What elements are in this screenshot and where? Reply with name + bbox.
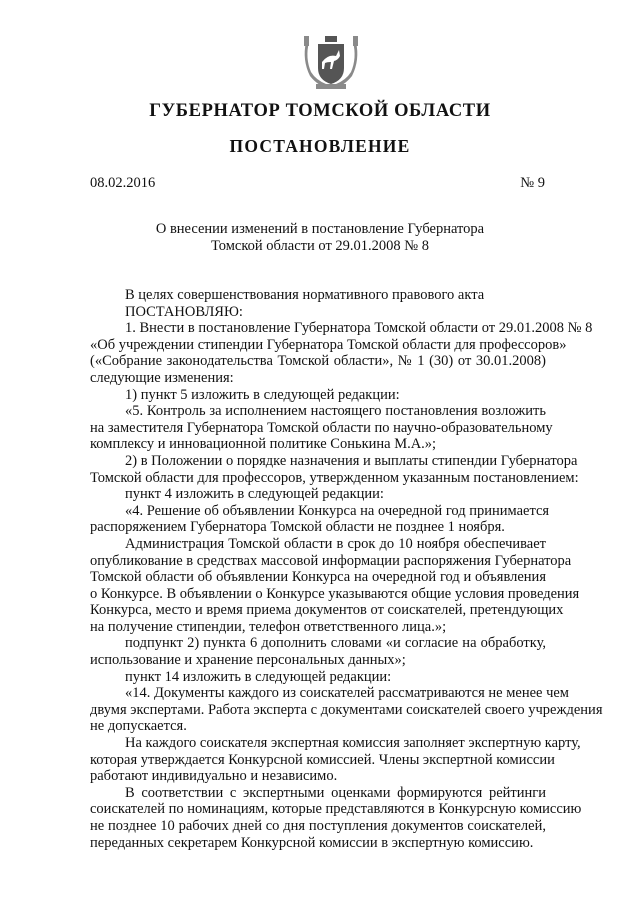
document-body <box>90 287 603 851</box>
paragraph-line: «5. Контроль за исполнением настоящего постановления возложить <box>125 403 546 420</box>
coat-of-arms-icon <box>300 28 362 92</box>
title-line: О внесении изменений в постановление Губернатора <box>155 221 485 237</box>
paragraph-line: подпункт 2) пункта 6 дополнить словами «и согласие на обработку, <box>125 635 546 652</box>
document-date: 08.02.2016 <box>90 175 156 191</box>
paragraph-line: пункт 14 изложить в следующей редакции: <box>125 668 392 685</box>
paragraph-line: «14. Документы каждого из соискателей рассматриваются не менее чем <box>125 685 569 702</box>
paragraph-line: которая утверждается Конкурсной комиссией. Члены экспертной комиссии <box>90 751 555 768</box>
paragraph-line: опубликование в средствах массовой информации распоряжения Губернатора <box>90 552 572 569</box>
paragraph-line: Томской области об объявлении Конкурса на очередной год и объявления <box>90 569 546 586</box>
paragraph-line: В целях совершенствования нормативного правового акта <box>125 287 485 303</box>
paragraph <box>90 535 580 636</box>
paragraph-line: не позднее 10 рабочих дней со дня поступления документов соискателей, <box>90 818 546 834</box>
paragraph-line: использование и хранение персональных данных»; <box>90 652 406 669</box>
paragraph <box>90 304 546 321</box>
paragraph-line: 1. Внести в постановление Губернатора Томской области от 29.01.2008 № 8 <box>125 320 593 337</box>
paragraph <box>90 685 603 735</box>
paragraph-line: на получение стипендии, телефон ответственного лица.»; <box>90 618 447 635</box>
paragraph <box>90 403 553 453</box>
paragraph-line: Администрация Томской области в срок до 10 ноября обеспечивает <box>125 535 546 552</box>
document-type-heading: ПОСТАНОВЛЕНИЕ <box>229 136 411 156</box>
paragraph <box>90 784 582 851</box>
paragraph <box>90 486 546 503</box>
paragraph <box>90 502 550 536</box>
paragraph-line: о Конкурсе. В объявлении о Конкурсе указываются общие условия проведения <box>90 585 580 602</box>
paragraph-line: двумя экспертами. Работа эксперта с документами соискателей своего учреждения <box>90 701 603 718</box>
paragraph-line: следующие изменения: <box>90 369 234 386</box>
paragraph <box>90 320 593 386</box>
paragraph-line: Конкурса, место и время приема документов от соискателей, претендующих <box>90 602 564 619</box>
paragraph-line: На каждого соискателя экспертная комиссия заполняет экспертную карту, <box>125 735 581 752</box>
paragraph <box>90 669 546 686</box>
paragraph <box>90 452 579 486</box>
paragraph-line: ПОСТАНОВЛЯЮ: <box>125 303 243 320</box>
paragraph <box>90 287 546 304</box>
document-number: № 9 <box>520 175 545 191</box>
paragraph-line: переданных секретарем Конкурсной комиссии в экспертную комиссию. <box>90 834 534 851</box>
paragraph-line: «Об учреждении стипендии Губернатора Томской области для профессоров» <box>90 336 567 353</box>
paragraph-line: не допускается. <box>90 718 187 735</box>
paragraph <box>90 387 546 404</box>
paragraph <box>90 635 546 668</box>
paragraph-line: («Собрание законодательства Томской области», № 1 (30) от 30.01.2008) <box>90 353 546 370</box>
paragraph-line: Томской области для профессоров, утвержденном указанным постановлением: <box>90 469 579 486</box>
document-title <box>0 221 640 255</box>
paragraph-line: 2) в Положении о порядке назначения и выплаты стипендии Губернатора <box>125 452 578 469</box>
paragraph-line: соискателей по номинациям, которые представляются в Конкурсную комиссию <box>90 801 582 818</box>
title-line: Томской области от 29.01.2008 № 8 <box>211 238 429 254</box>
paragraph-line: «4. Решение об объявлении Конкурса на очередной год принимается <box>125 502 550 519</box>
paragraph-line: пункт 4 изложить в следующей редакции: <box>125 486 384 503</box>
paragraph-line: В соответствии с экспертными оценками формируются рейтинги <box>125 784 546 801</box>
authority-heading: ГУБЕРНАТОР ТОМСКОЙ ОБЛАСТИ <box>149 101 491 121</box>
paragraph-line: на заместителя Губернатора Томской области по научно-образовательному <box>90 419 553 436</box>
paragraph-line: комплексу и инновационной политике Сонькина М.А.»; <box>90 436 437 453</box>
paragraph-line: 1) пункт 5 изложить в следующей редакции: <box>125 386 400 403</box>
paragraph <box>90 735 581 785</box>
paragraph-line: работают индивидуально и независимо. <box>90 768 338 785</box>
paragraph-line: распоряжением Губернатора Томской области не позднее 1 ноября. <box>90 519 505 536</box>
